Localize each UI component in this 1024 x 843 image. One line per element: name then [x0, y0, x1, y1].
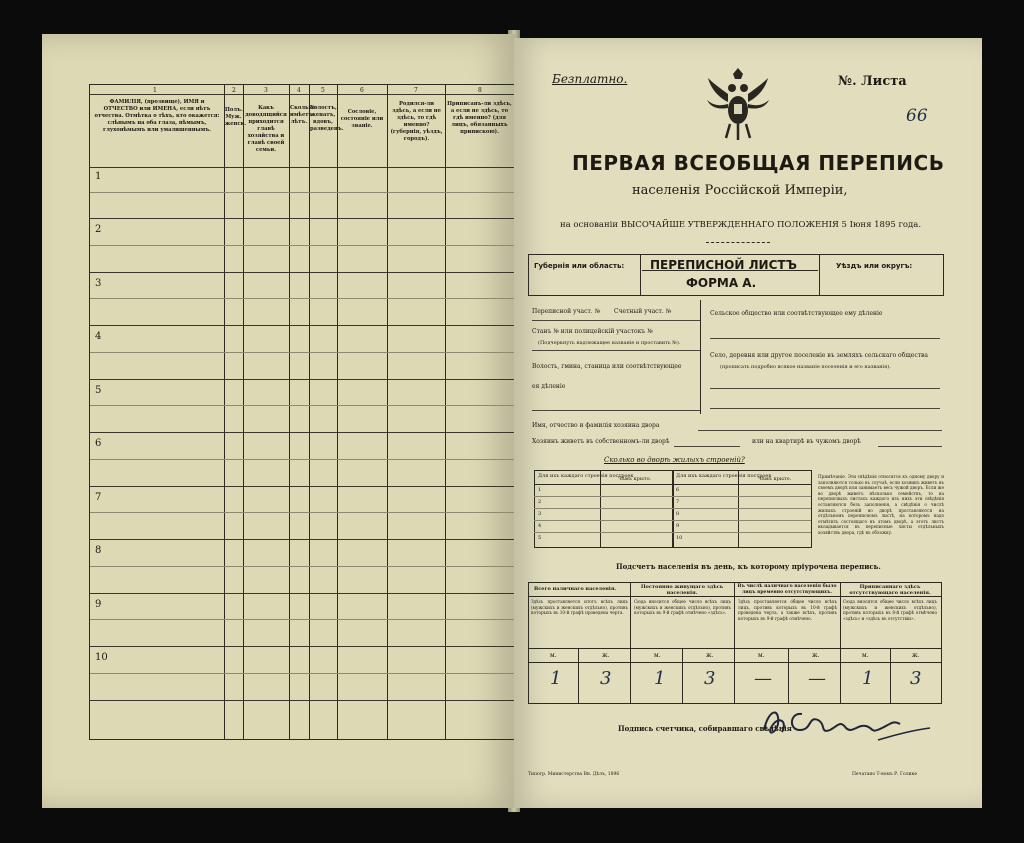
- printer-right: Печатано Т-вомъ Р. Голике: [852, 772, 918, 777]
- population-table: [89, 84, 515, 740]
- district-label: Уѣздъ или округъ:: [836, 262, 913, 270]
- row-number: 2: [95, 224, 102, 235]
- form-title: ПЕРЕПИСНОЙ ЛИСТЪ: [650, 258, 797, 272]
- row-number: 7: [95, 492, 102, 503]
- header-marital: Холостъ, женатъ, вдовъ, разведенъ.: [310, 105, 344, 132]
- header-age: Сколько имѣетъ лѣтъ.: [290, 105, 316, 125]
- row-number: 10: [95, 652, 108, 663]
- printer-left: Типогр. Министерства Вн. Дѣлъ, 1896: [528, 772, 620, 777]
- header-sex: Полъ. Муж. женск.: [225, 107, 247, 127]
- count-col-resident: Постоянно живущаго здѣсь населенія.: [640, 584, 724, 596]
- row-number: 1: [95, 171, 102, 182]
- stan-note: (Подчеркнуть надлежащее названіе и проставить №).: [538, 340, 681, 346]
- counting-section-label: Счетный участ. №: [614, 308, 672, 315]
- count-present-female: 3: [600, 668, 612, 689]
- header-estate: Сословіе, состояніе или званіе.: [340, 109, 384, 129]
- bld-row: 1: [538, 487, 542, 493]
- row-number: 4: [95, 331, 102, 342]
- col-number-3: 3: [264, 87, 268, 94]
- census-section-label: Переписной участ. №: [532, 308, 601, 315]
- col-number-1: 1: [153, 87, 157, 94]
- census-subtitle: населенія Россійской Имперіи,: [632, 183, 848, 198]
- count-registered-female: 3: [910, 668, 922, 689]
- bld-row: 8: [676, 511, 680, 517]
- bld-head-left-2: Чѣмъ крыто.: [618, 476, 652, 482]
- male-label: м.: [654, 652, 661, 659]
- bld-head-right-1: Для ихъ каждаго строенія построек: [676, 473, 772, 479]
- note-text: Примѣчаніе. Эти свѣдѣнія относятся къ одному двору и заполняются только въ случаѣ, если хозяинъ живетъ въ своемъ дворѣ или занимаетъ весь чужой дворъ. Если же во дворѣ живетъ нѣсколько семействъ, то на переписныхъ листахъ каждого изъ нихъ эти свѣдѣнія оставляются безъ заполненія, а свѣдѣнія о числѣ жилыхъ строеній во дворѣ проставляются на отдѣльномъ переписномъ листѣ, на которомъ надо отмѣтить состоящаго въ этомъ дворѣ, а этотъ листъ вкладывается въ переписные листы отдѣльныхъ хозяйствъ двора, гдѣ въ обложку.: [818, 474, 944, 535]
- col-number-8: 8: [478, 87, 482, 94]
- header-relation: Какъ доводящийся приходится главѣ хозяйства и главѣ своей семьи.: [245, 105, 287, 153]
- row-number: 6: [95, 438, 102, 449]
- count-resident-female: 3: [704, 668, 716, 689]
- buildings-question: Сколько во дворѣ жилыхъ строеній?: [604, 456, 745, 464]
- col-number-5: 5: [321, 87, 325, 94]
- bld-row: 6: [676, 487, 680, 493]
- count-desc-registered: Сюда вносится общее число всѣхъ лицъ (мужскихъ и женскихъ отдѣльно), противъ которыхъ въ 8-й графѣ отмѣчено «здѣсь» и «здѣсь въ отсутствіи».: [843, 599, 937, 621]
- bld-row: 4: [538, 523, 542, 529]
- province-label: Губернія или область:: [534, 262, 625, 270]
- stan-label: Станъ № или полицейскій участокъ №: [532, 328, 653, 335]
- or-rent-label: или на квартирѣ въ чужомъ дворѣ: [752, 438, 861, 445]
- bld-head-left-1: Для ихъ каждаго строенія построек: [538, 473, 634, 479]
- bld-row: 10: [676, 535, 683, 541]
- count-resident-male: 1: [654, 668, 666, 689]
- col-number-7: 7: [414, 87, 418, 94]
- form-subtitle: ФОРМА А.: [686, 276, 757, 290]
- male-label: м.: [550, 652, 557, 659]
- female-label: ж.: [912, 652, 920, 659]
- owner-label: Имя, отчество и фамилія хозяина двора: [532, 422, 660, 429]
- bld-row: 5: [538, 535, 542, 541]
- count-registered-male: 1: [862, 668, 874, 689]
- lives-label: Хозяинъ живетъ въ собственномъ-ли дворѣ: [532, 438, 670, 445]
- left-page: [42, 34, 516, 808]
- count-col-registered: Приписаннаго здѣсь отсутствующаго населенія.: [849, 584, 931, 596]
- col-number-2: 2: [232, 87, 236, 94]
- bld-row: 3: [538, 511, 542, 517]
- female-label: ж.: [602, 652, 610, 659]
- village-note: (прописать подробно всякое названіе поселенія и его названія).: [720, 364, 891, 370]
- count-col-present: Всего наличнаго населенія.: [534, 586, 617, 592]
- right-page: [514, 38, 982, 808]
- male-label: м.: [862, 652, 869, 659]
- bld-row: 2: [538, 499, 542, 505]
- imperial-eagle-icon: [706, 66, 770, 144]
- bld-head-right-2: Чѣмъ крыто.: [758, 476, 792, 482]
- division-label: ея дѣленіе: [532, 383, 566, 390]
- count-temp-male: —: [754, 668, 772, 689]
- male-label: м.: [758, 652, 765, 659]
- count-desc-present: Здѣсь проставляется итогъ всѣхъ лицъ (мужскихъ и женскихъ отдѣльно), противъ которыхъ въ 10-й графѣ проведена черта.: [531, 599, 628, 616]
- row-number: 5: [95, 385, 102, 396]
- free-label: Безплатно.: [552, 72, 628, 86]
- female-label: ж.: [812, 652, 820, 659]
- row-number: 9: [95, 599, 102, 610]
- count-temp-female: —: [808, 668, 826, 689]
- count-desc-temp: Здѣсь проставляется общее число всѣхъ лицъ, противъ которыхъ въ 10-й графѣ проведена черта, а также всѣхъ, противъ которыхъ въ 9-й графѣ отмѣчено.: [738, 599, 837, 621]
- row-number: 8: [95, 545, 102, 556]
- sheet-number-handwritten: 66: [906, 106, 928, 126]
- counter-signature: [758, 700, 934, 748]
- female-label: ж.: [706, 652, 714, 659]
- count-present-male: 1: [550, 668, 562, 689]
- signature-label: Подпись счетчика, собиравшаго свѣдѣнія: [618, 724, 792, 733]
- volost-label: Волость, гмина, станица или соотвѣтствующее: [532, 363, 682, 370]
- legal-basis: на основаніи ВЫСОЧАЙШЕ УТВЕРЖДЕННАГО ПОЛОЖЕНІЯ 5 Іюня 1895 года.: [560, 220, 922, 230]
- col-number-4: 4: [297, 87, 301, 94]
- bld-row: 9: [676, 523, 680, 529]
- col-number-6: 6: [360, 87, 364, 94]
- sheet-number-label: №. Листа: [838, 74, 907, 89]
- village-label: Село, деревня или другое поселеніе въ земляхъ сельскаго общества: [710, 352, 928, 359]
- header-registered: Приписанъ-ли здѣсь, а если не здѣсь, то гдѣ именно? (для лицъ, обязанныхъ припискою).: [447, 101, 512, 135]
- rural-society-label: Сельское общество или соотвѣтствующее ему дѣленіе: [710, 310, 883, 317]
- header-birthplace: Родился-ли здѣсь, а если не здѣсь, то гдѣ именно? (губернія, уѣздъ, городъ).: [390, 101, 443, 142]
- bld-row: 7: [676, 499, 680, 505]
- header-name: ФАМИЛІЯ, (прозвище), ИМЯ и ОТЧЕСТВО или ИМЕНА, если нѣтъ отчества. Отмѣтка о тѣхъ, кто окажется: слѣпымъ на оба глаза, нѣмымъ, глухонѣмымъ или умалишеннымъ.: [94, 99, 220, 133]
- count-title: Подсчетъ населенія въ день, къ которому пріурочена перепись.: [616, 562, 881, 571]
- count-col-temp: Въ числѣ наличнаго населенія было лицъ временно отсутствующихъ.: [737, 584, 837, 595]
- row-number: 3: [95, 278, 102, 289]
- count-desc-resident: Сюда вносится общее число всѣхъ лицъ (мужскихъ и женскихъ отдѣльно), противъ которыхъ въ 9-й графѣ отмѣчено «здѣсь».: [634, 599, 731, 616]
- census-title: ПЕРВАЯ ВСЕОБЩАЯ ПЕРЕПИСЬ: [572, 151, 945, 175]
